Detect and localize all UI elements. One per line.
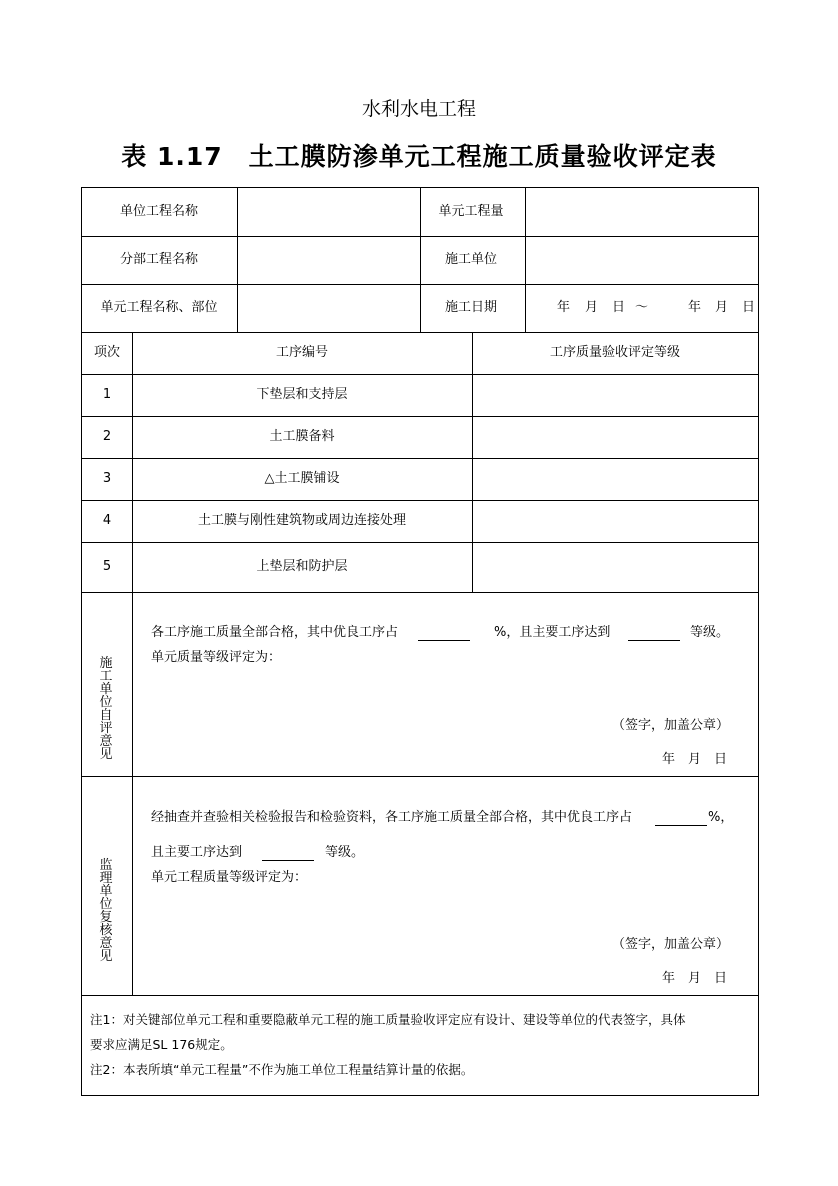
note-1-line2: 要求应满足SL 176规定。	[90, 1037, 233, 1052]
self-assessment-line1-c: 等级。	[690, 625, 730, 640]
row-divider	[82, 995, 758, 996]
main-process-grade-blank[interactable]	[628, 627, 680, 641]
self-assessment-label: 施工单位自评意见	[99, 656, 113, 762]
supervision-signature: （签字，加盖公章）	[612, 937, 730, 952]
column-divider	[132, 332, 133, 592]
supervision-date: 年 月 日	[662, 971, 728, 986]
end-year: 年	[688, 300, 702, 315]
start-month: 月	[585, 300, 599, 315]
row-divider	[82, 332, 758, 333]
start-day: 日	[612, 300, 626, 315]
document-title: 表 1.17 土工膜防渗单元工程施工质量验收评定表	[121, 142, 717, 171]
row-process: 上垫层和防护层	[256, 559, 348, 574]
document-category: 水利水电工程	[361, 98, 476, 120]
self-assessment-line1-b: %，且主要工序达到	[494, 625, 611, 640]
excellent-ratio-blank[interactable]	[418, 627, 470, 641]
contractor-label: 施工单位	[444, 252, 498, 267]
start-year: 年	[557, 300, 571, 315]
supervision-label: 监理单位复核意见	[99, 858, 113, 964]
row-divider	[82, 592, 758, 593]
unit-quantity-label: 单元工程量	[438, 204, 504, 219]
row-no: 3	[102, 471, 112, 486]
row-no: 1	[102, 387, 112, 402]
column-header-process: 工序编号	[275, 345, 329, 360]
column-divider	[237, 188, 238, 332]
row-divider	[82, 500, 758, 501]
column-divider	[472, 332, 473, 592]
row-divider	[82, 542, 758, 543]
supervision-line2-a: 且主要工序达到	[151, 845, 243, 860]
row-process: 土工膜备料	[269, 429, 335, 444]
note-1-line1: 注1：对关键部位单元工程和重要隐蔽单元工程的施工质量验收评定应有设计、建设等单位的代表签字，具体	[90, 1012, 686, 1027]
row-process: 土工膜与刚性建筑物或周边连接处理	[197, 513, 407, 528]
column-divider	[132, 592, 133, 995]
date-range-separator: ～	[635, 300, 649, 315]
supervision-line1-a: 经抽查并查验相关检验报告和检验资料，各工序施工质量全部合格，其中优良工序占	[151, 810, 633, 825]
supervision-line1-b: %，	[708, 810, 734, 825]
supervision-line3: 单元工程质量等级评定为：	[151, 870, 308, 885]
self-assessment-signature: （签字，加盖公章）	[612, 718, 730, 733]
row-divider	[82, 776, 758, 777]
column-header-grade: 工序质量验收评定等级	[549, 345, 681, 360]
construction-date-label: 施工日期	[444, 300, 498, 315]
row-divider	[82, 458, 758, 459]
supervision-excellent-ratio-blank[interactable]	[655, 812, 707, 826]
unit-name-location-label: 单元工程名称、部位	[100, 300, 218, 315]
row-divider	[82, 374, 758, 375]
row-no: 4	[102, 513, 112, 528]
row-no: 2	[102, 429, 112, 444]
evaluation-form	[81, 187, 759, 1096]
row-process: △土工膜铺设	[264, 471, 340, 486]
end-month: 月	[715, 300, 729, 315]
self-assessment-line1-a: 各工序施工质量全部合格，其中优良工序占	[151, 625, 399, 640]
column-header-no: 项次	[93, 345, 121, 360]
column-divider	[525, 188, 526, 332]
self-assessment-date: 年 月 日	[662, 752, 728, 767]
note-2: 注2：本表所填“单元工程量”不作为施工单位工程量结算计量的依据。	[90, 1062, 474, 1077]
supervision-main-grade-blank[interactable]	[262, 847, 314, 861]
branch-project-name-label: 分部工程名称	[119, 252, 199, 267]
supervision-line2-b: 等级。	[325, 845, 365, 860]
row-no: 5	[102, 559, 112, 574]
row-divider	[82, 416, 758, 417]
unit-project-name-label: 单位工程名称	[119, 204, 199, 219]
column-divider	[420, 188, 421, 332]
self-assessment-line2: 单元质量等级评定为：	[151, 650, 282, 665]
end-day: 日	[742, 300, 756, 315]
row-process: 下垫层和支持层	[256, 387, 348, 402]
